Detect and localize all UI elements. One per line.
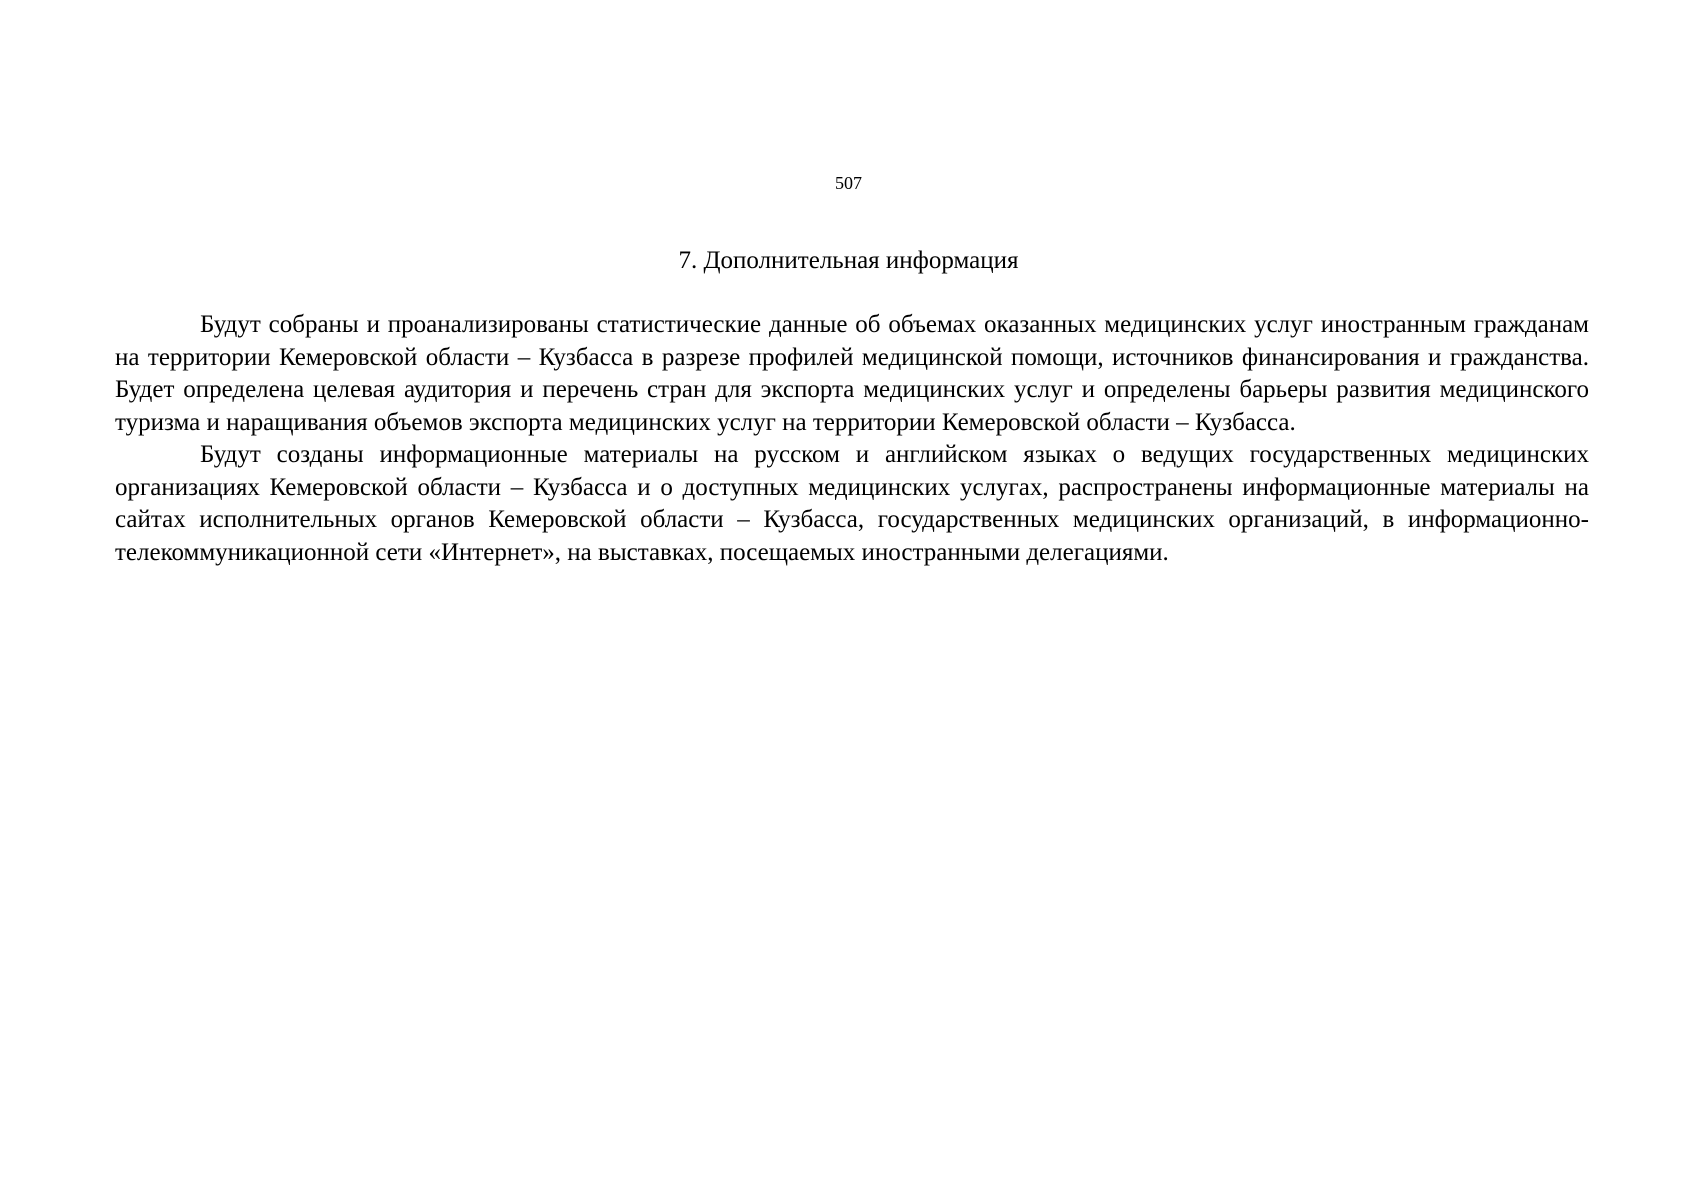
paragraph-information-materials: Будут созданы информационные материалы на русском и английском языках о ведущих государственных медицинских организациях Кемеровской области – Кузбасса и о доступных медицинских услугах, распространены информационные материалы на сайтах исполнительных органов Кемеровской области – Кузбасса, государственных медицинских организаций, в информационно-телекоммуникационной сети «Интернет», на выставках, посещаемых иностранными делегациями. <box>115 441 1589 566</box>
page-number: 507 <box>835 173 862 193</box>
body-text <box>115 309 1589 569</box>
paragraph-statistics: Будут собраны и проанализированы статистические данные об объемах оказанных медицинских услуг иностранным гражданам на территории Кемеровской области – Кузбасса в разрезе профилей медицинской помощи, источников финансирования и гражданства. Будет определена целевая аудитория и перечень стран для экспорта медицинских услуг и определены барьеры развития медицинского туризма и наращивания объемов экспорта медицинских услуг на территории Кемеровской области – Кузбасса. <box>115 311 1589 436</box>
section-title: 7. Дополнительная информация <box>678 247 1019 274</box>
